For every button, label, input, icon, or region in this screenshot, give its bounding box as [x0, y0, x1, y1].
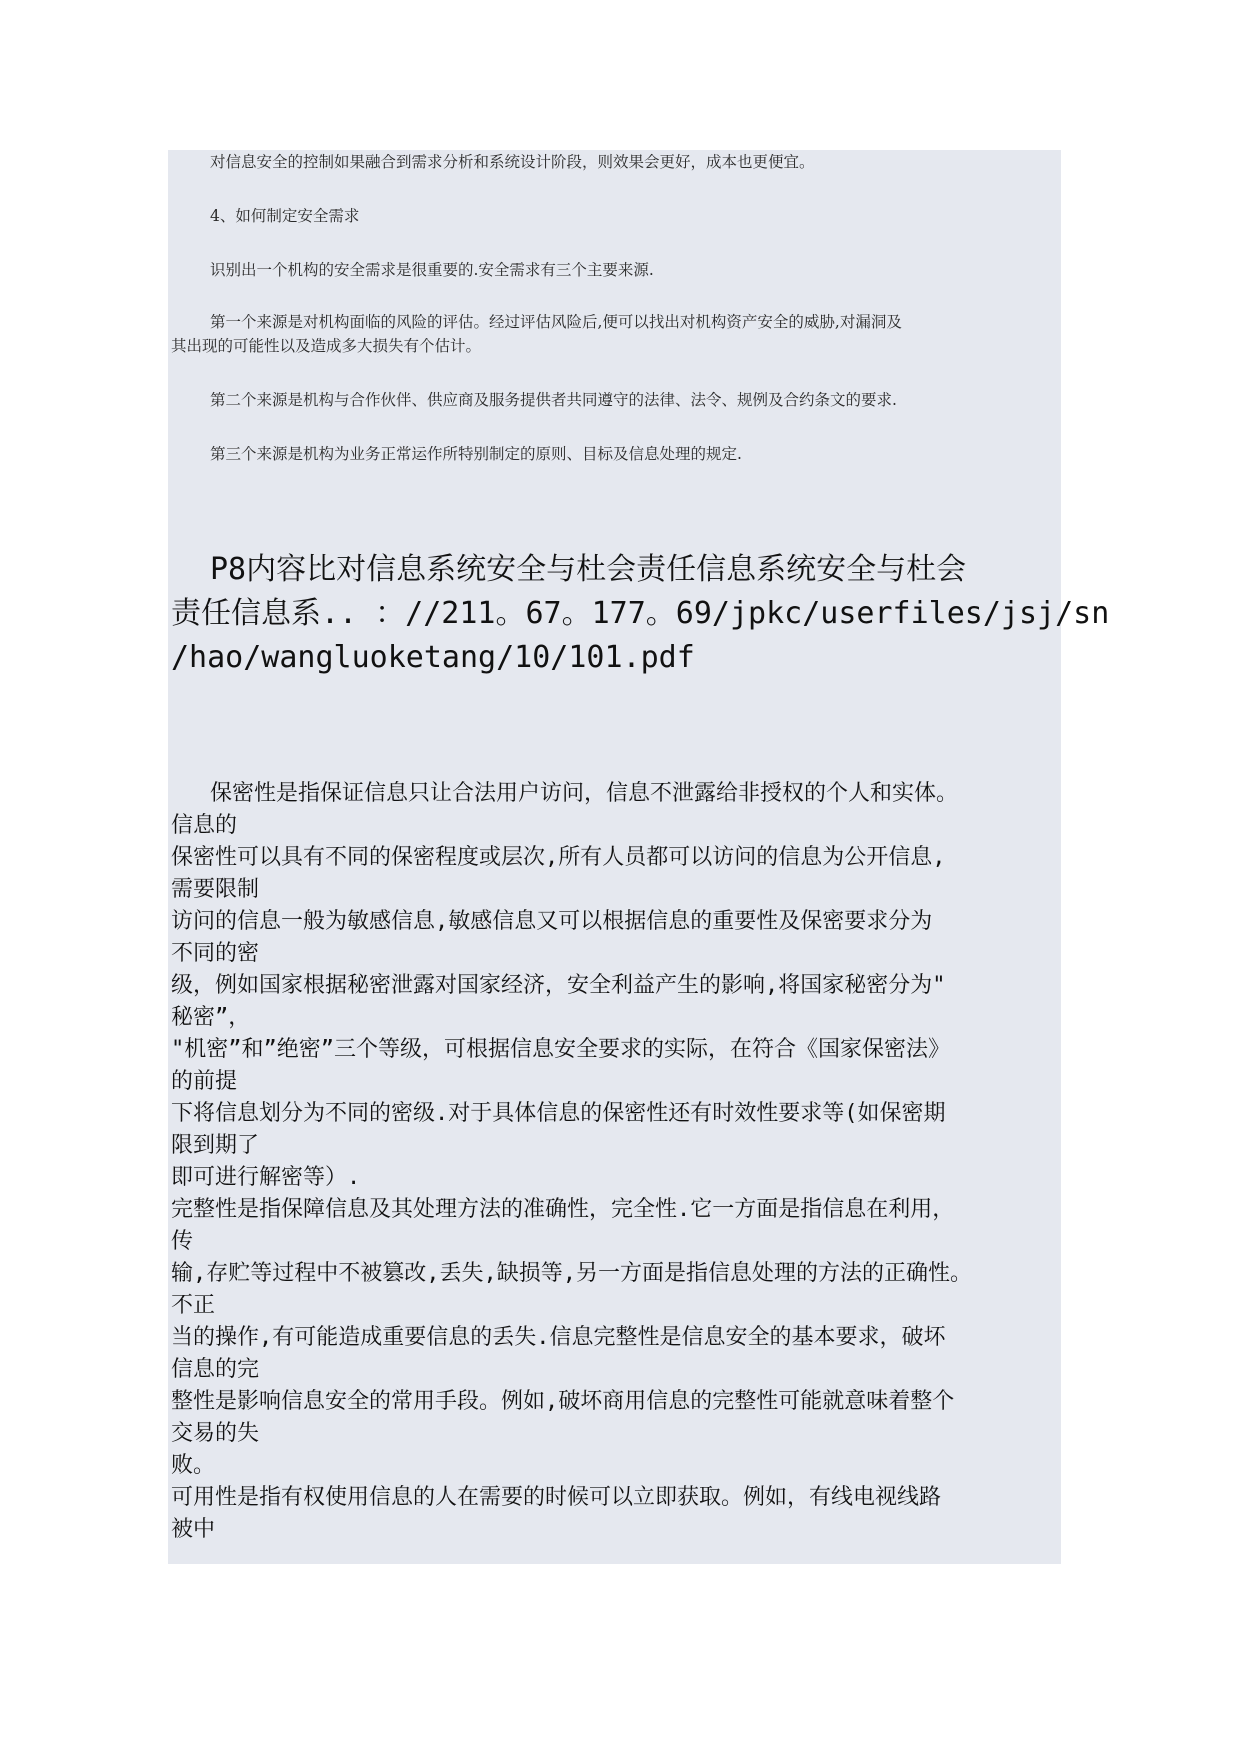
- body-line: 不正: [171, 1293, 216, 1318]
- body-line: 秘密”，: [171, 1005, 251, 1030]
- body-line: 限到期了: [171, 1133, 260, 1158]
- body-line: 传: [171, 1229, 194, 1254]
- paragraph-line: 其出现的可能性以及造成多大损失有个估计。: [171, 337, 482, 355]
- section-heading: 4、如何制定安全需求: [210, 207, 360, 225]
- body-line: 保密性是指保证信息只让合法用户访问，信息不泄露给非授权的个人和实体。: [210, 781, 959, 806]
- paragraph: 识别出一个机构的安全需求是很重要的.安全需求有三个主要来源.: [210, 261, 654, 279]
- heading-line: P8内容比对信息系统安全与杜会责任信息系统安全与杜会: [210, 552, 967, 587]
- heading-line: /hao/wangluoketang/10/101.pdf: [171, 640, 695, 675]
- body-line: 不同的密: [171, 941, 260, 966]
- body-line: 完整性是指保障信息及其处理方法的准确性，完全性.它一方面是指信息在利用，: [171, 1197, 955, 1222]
- body-line: 信息的完: [171, 1357, 260, 1382]
- paragraph-line: 第一个来源是对机构面临的风险的评估。经过评估风险后,便可以找出对机构资产安全的威胁,对漏洞及: [210, 313, 902, 331]
- body-line: 被中: [171, 1517, 216, 1542]
- heading-line: 责任信息系.. ：//211。67。177。69/jpkc/userfiles/jsj/sn: [171, 596, 1110, 631]
- body-line: 即可进行解密等）.: [171, 1165, 361, 1190]
- body-line: 的前提: [171, 1069, 238, 1094]
- body-line: 信息的: [171, 813, 238, 838]
- body-line: 败。: [171, 1453, 216, 1478]
- body-line: 下将信息划分为不同的密级.对于具体信息的保密性还有时效性要求等(如保密期: [171, 1101, 946, 1126]
- body-line: "机密”和”绝密”三个等级，可根据信息安全要求的实际，在符合《国家保密法》: [171, 1037, 950, 1062]
- body-line: 保密性可以具有不同的保密程度或层次,所有人员都可以访问的信息为公开信息,: [171, 845, 946, 870]
- paragraph: 第三个来源是机构为业务正常运作所特别制定的原则、目标及信息处理的规定.: [210, 445, 742, 463]
- body-line: 整性是影响信息安全的常用手段。例如,破坏商用信息的完整性可能就意味着整个: [171, 1389, 955, 1414]
- paragraph: 第二个来源是机构与合作伙伴、供应商及服务提供者共同遵守的法律、法令、规例及合约条文的要求.: [210, 391, 897, 409]
- body-line: 输,存贮等过程中不被篡改,丢失,缺损等,另一方面是指信息处理的方法的正确性。: [171, 1261, 972, 1286]
- body-line: 级，例如国家根据秘密泄露对国家经济，安全利益产生的影响,将国家秘密分为": [171, 973, 946, 998]
- body-line: 交易的失: [171, 1421, 260, 1446]
- body-line: 可用性是指有权使用信息的人在需要的时候可以立即获取。例如，有线电视线路: [171, 1485, 942, 1510]
- body-line: 当的操作,有可能造成重要信息的丢失.信息完整性是信息安全的基本要求，破坏: [171, 1325, 946, 1350]
- intro-line: 对信息安全的控制如果融合到需求分析和系统设计阶段，则效果会更好，成本也更便宜。: [210, 153, 815, 171]
- body-line: 需要限制: [171, 877, 260, 902]
- body-line: 访问的信息一般为敏感信息,敏感信息又可以根据信息的重要性及保密要求分为: [171, 909, 933, 934]
